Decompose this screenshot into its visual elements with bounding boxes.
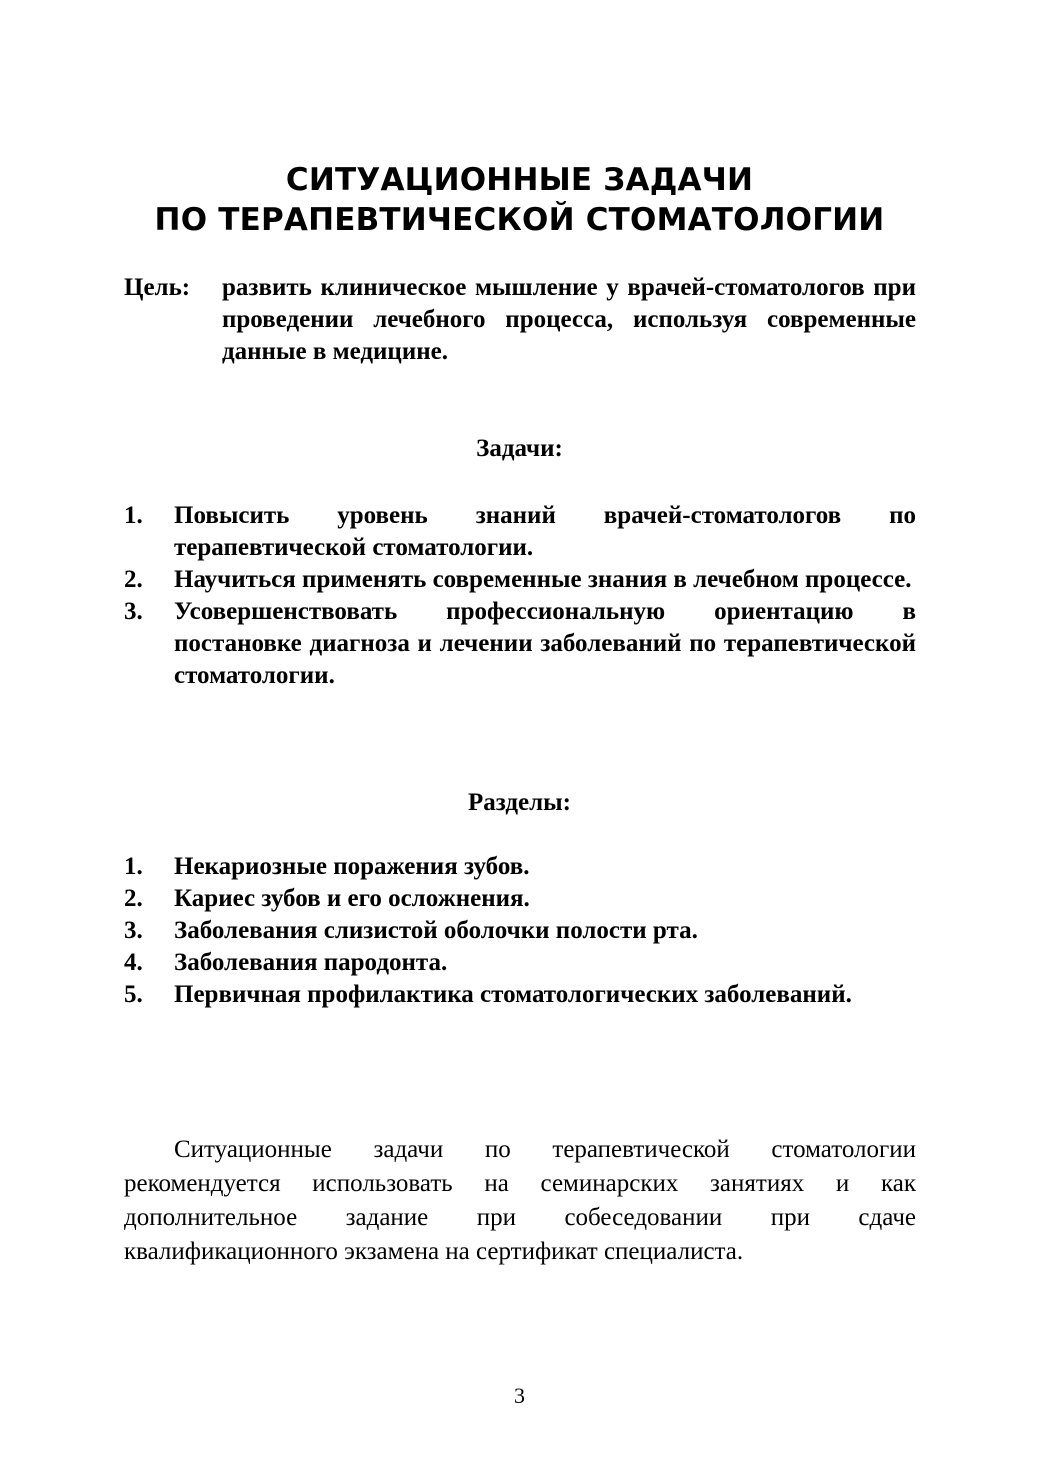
goal-text: развить клиническое мышление у врачей-стоматологов при проведении лечебного процесса, используя современные данные в медицине. <box>222 274 916 365</box>
list-item-number: 1. <box>124 853 143 880</box>
list-item-text: Кариес зубов и его осложнения. <box>174 885 530 912</box>
list-item-number: 2. <box>124 566 143 593</box>
list-item-text: Повысить уровень знаний врачей-стоматологов по терапевтической стоматологии. <box>174 502 916 561</box>
list-item-text: Заболевания пародонта. <box>174 949 448 976</box>
sections-heading: Разделы: <box>468 789 571 816</box>
tasks-list <box>124 500 916 692</box>
page-number: 3 <box>514 1383 525 1408</box>
list-item-number: 2. <box>124 885 143 912</box>
list-item-text: Усовершенствовать профессиональную ориентацию в постановке диагноза и лечении заболеваний по терапевтической стоматологии. <box>174 598 916 689</box>
list-item <box>124 500 916 564</box>
goal-label: Цель: <box>124 274 191 301</box>
list-item-text: Научиться применять современные знания в лечебном процессе. <box>174 566 912 593</box>
list-item <box>124 596 916 692</box>
list-item-number: 3. <box>124 917 143 944</box>
title-line-1: СИТУАЦИОННЫЕ ЗАДАЧИ <box>285 162 754 198</box>
list-item <box>124 915 916 947</box>
usage-paragraph: Ситуационные задачи по терапевтической стоматологии рекомендуется использовать на семинарских занятиях и как дополнительное задание при собеседовании при сдаче квалификационного экзамена на сертификат специалиста. <box>124 1136 916 1265</box>
list-item <box>124 883 916 915</box>
list-item <box>124 979 916 1011</box>
title-line-2: ПО ТЕРАПЕВТИЧЕСКОЙ СТОМАТОЛОГИИ <box>154 202 885 238</box>
list-item-number: 1. <box>124 502 143 529</box>
list-item-text: Заболевания слизистой оболочки полости рта. <box>174 917 698 944</box>
sections-list <box>124 851 916 1011</box>
list-item-number: 4. <box>124 949 143 976</box>
list-item <box>124 947 916 979</box>
list-item-number: 5. <box>124 981 143 1008</box>
tasks-heading: Задачи: <box>476 435 563 462</box>
list-item-text: Некариозные поражения зубов. <box>174 853 530 880</box>
list-item <box>124 851 916 883</box>
list-item <box>124 564 916 596</box>
list-item-text: Первичная профилактика стоматологических заболеваний. <box>174 981 852 1008</box>
list-item-number: 3. <box>124 598 143 625</box>
